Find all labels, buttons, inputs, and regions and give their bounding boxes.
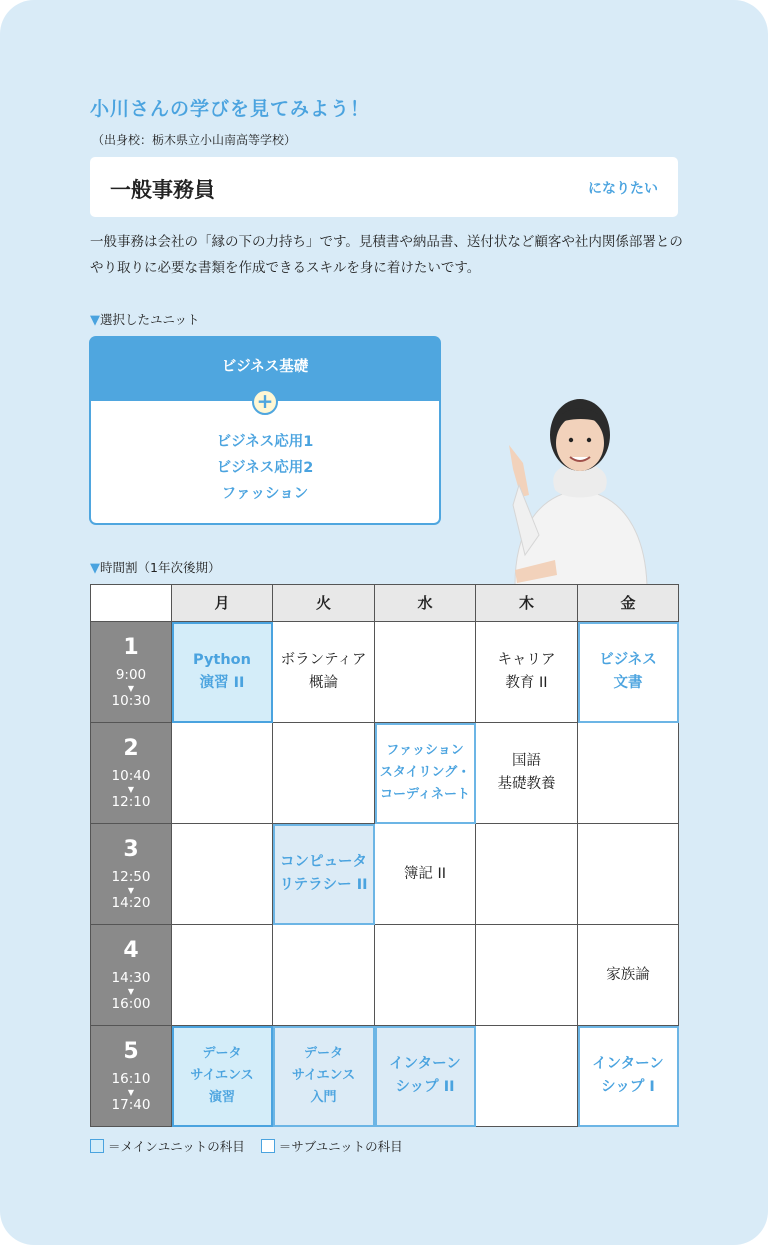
period-start: 10:40 xyxy=(111,767,151,784)
legend-main-swatch xyxy=(90,1139,104,1153)
timetable-corner xyxy=(91,585,172,622)
job-goal-box xyxy=(90,157,678,217)
period-start: 16:10 xyxy=(111,1070,151,1087)
period-number: 1 xyxy=(123,634,139,660)
class-cell: 国語 基礎教養 xyxy=(476,723,578,824)
arrow-down-icon: ▼ xyxy=(127,986,135,996)
timetable-header-row xyxy=(91,585,679,622)
class-cell: Python 演習 II xyxy=(172,622,273,723)
job-title: 一般事務員 xyxy=(110,178,215,202)
sub-units-box xyxy=(89,401,441,525)
class-cell xyxy=(375,925,476,1026)
class-cell xyxy=(476,824,578,925)
triangle-down-icon: ▼ xyxy=(90,561,100,576)
main-unit: ビジネス基礎 xyxy=(89,336,441,402)
period-number: 2 xyxy=(123,735,139,761)
sub-unit-item: ビジネス応用1 xyxy=(216,434,314,450)
class-cell: キャリア 教育 II xyxy=(476,622,578,723)
timetable-row xyxy=(91,622,679,723)
timetable-row xyxy=(91,1026,679,1127)
legend-sub-swatch xyxy=(261,1139,275,1153)
arrow-down-icon: ▼ xyxy=(127,1087,135,1097)
job-suffix: になりたい xyxy=(588,181,658,197)
period-end: 10:30 xyxy=(111,692,151,709)
class-cell xyxy=(273,925,375,1026)
day-header: 水 xyxy=(375,585,476,622)
period-start: 14:30 xyxy=(111,969,151,986)
class-cell xyxy=(578,723,679,824)
period-cell xyxy=(91,925,172,1026)
period-end: 17:40 xyxy=(111,1096,151,1113)
class-cell: ボランティア 概論 xyxy=(273,622,375,723)
period-cell xyxy=(91,824,172,925)
day-header: 金 xyxy=(578,585,679,622)
class-cell xyxy=(578,824,679,925)
day-header: 木 xyxy=(476,585,578,622)
school-name: （出身校：栃木県立小山南高等学校） xyxy=(92,133,297,147)
timetable-row xyxy=(91,925,679,1026)
class-cell: インターン シップ I xyxy=(578,1026,679,1127)
student-photo xyxy=(495,385,665,585)
period-number: 4 xyxy=(123,937,139,963)
triangle-down-icon: ▼ xyxy=(90,313,100,328)
day-header: 火 xyxy=(273,585,375,622)
timetable xyxy=(90,584,679,1127)
arrow-down-icon: ▼ xyxy=(127,885,135,895)
sub-unit-item: ビジネス応用2 xyxy=(216,460,314,476)
sub-unit-item: ファッション xyxy=(221,486,309,502)
timetable-section-label: ▼時間割（1年次後期） xyxy=(90,560,221,576)
class-cell xyxy=(476,1026,578,1127)
class-cell: データ サイエンス 演習 xyxy=(172,1026,273,1127)
legend-main-label: ＝メインユニットの科目 xyxy=(108,1139,245,1154)
period-end: 16:00 xyxy=(111,995,151,1012)
period-number: 5 xyxy=(123,1038,139,1064)
day-header: 月 xyxy=(172,585,273,622)
class-cell: データ サイエンス 入門 xyxy=(273,1026,375,1127)
units-section-label: ▼選択したユニット xyxy=(90,312,200,328)
period-end: 12:10 xyxy=(111,793,151,810)
class-cell: ファッション スタイリング・ コーディネート xyxy=(375,723,476,824)
arrow-down-icon: ▼ xyxy=(127,784,135,794)
class-cell xyxy=(375,622,476,723)
class-cell xyxy=(476,925,578,1026)
job-description: 一般事務は会社の「縁の下の力持ち」です。見積書や納品書、送付状など顧客や社内関係部署とのやり取りに必要な書類を作成できるスキルを身に着けたいです。 xyxy=(90,234,683,276)
legend-sub-label: ＝サブユニットの科目 xyxy=(278,1139,403,1154)
period-end: 14:20 xyxy=(111,894,151,911)
class-cell xyxy=(172,925,273,1026)
period-number: 3 xyxy=(123,836,139,862)
period-cell xyxy=(91,1026,172,1127)
plus-icon: + xyxy=(252,389,278,415)
legend xyxy=(90,1137,403,1155)
period-start: 12:50 xyxy=(111,868,151,885)
class-cell: ビジネス 文書 xyxy=(578,622,679,723)
sub-units-list xyxy=(91,429,439,507)
timetable-row xyxy=(91,824,679,925)
class-cell: インターン シップ II xyxy=(375,1026,476,1127)
class-cell xyxy=(273,723,375,824)
class-cell xyxy=(172,824,273,925)
class-cell: 家族論 xyxy=(578,925,679,1026)
arrow-down-icon: ▼ xyxy=(127,683,135,693)
class-cell: コンピュータ リテラシー II xyxy=(273,824,375,925)
period-cell xyxy=(91,723,172,824)
timetable-row xyxy=(91,723,679,824)
class-cell xyxy=(172,723,273,824)
period-cell xyxy=(91,622,172,723)
class-cell: 簿記 II xyxy=(375,824,476,925)
page-title: 小川さんの学びを見てみよう！ xyxy=(90,98,371,120)
period-start: 9:00 xyxy=(115,666,147,683)
